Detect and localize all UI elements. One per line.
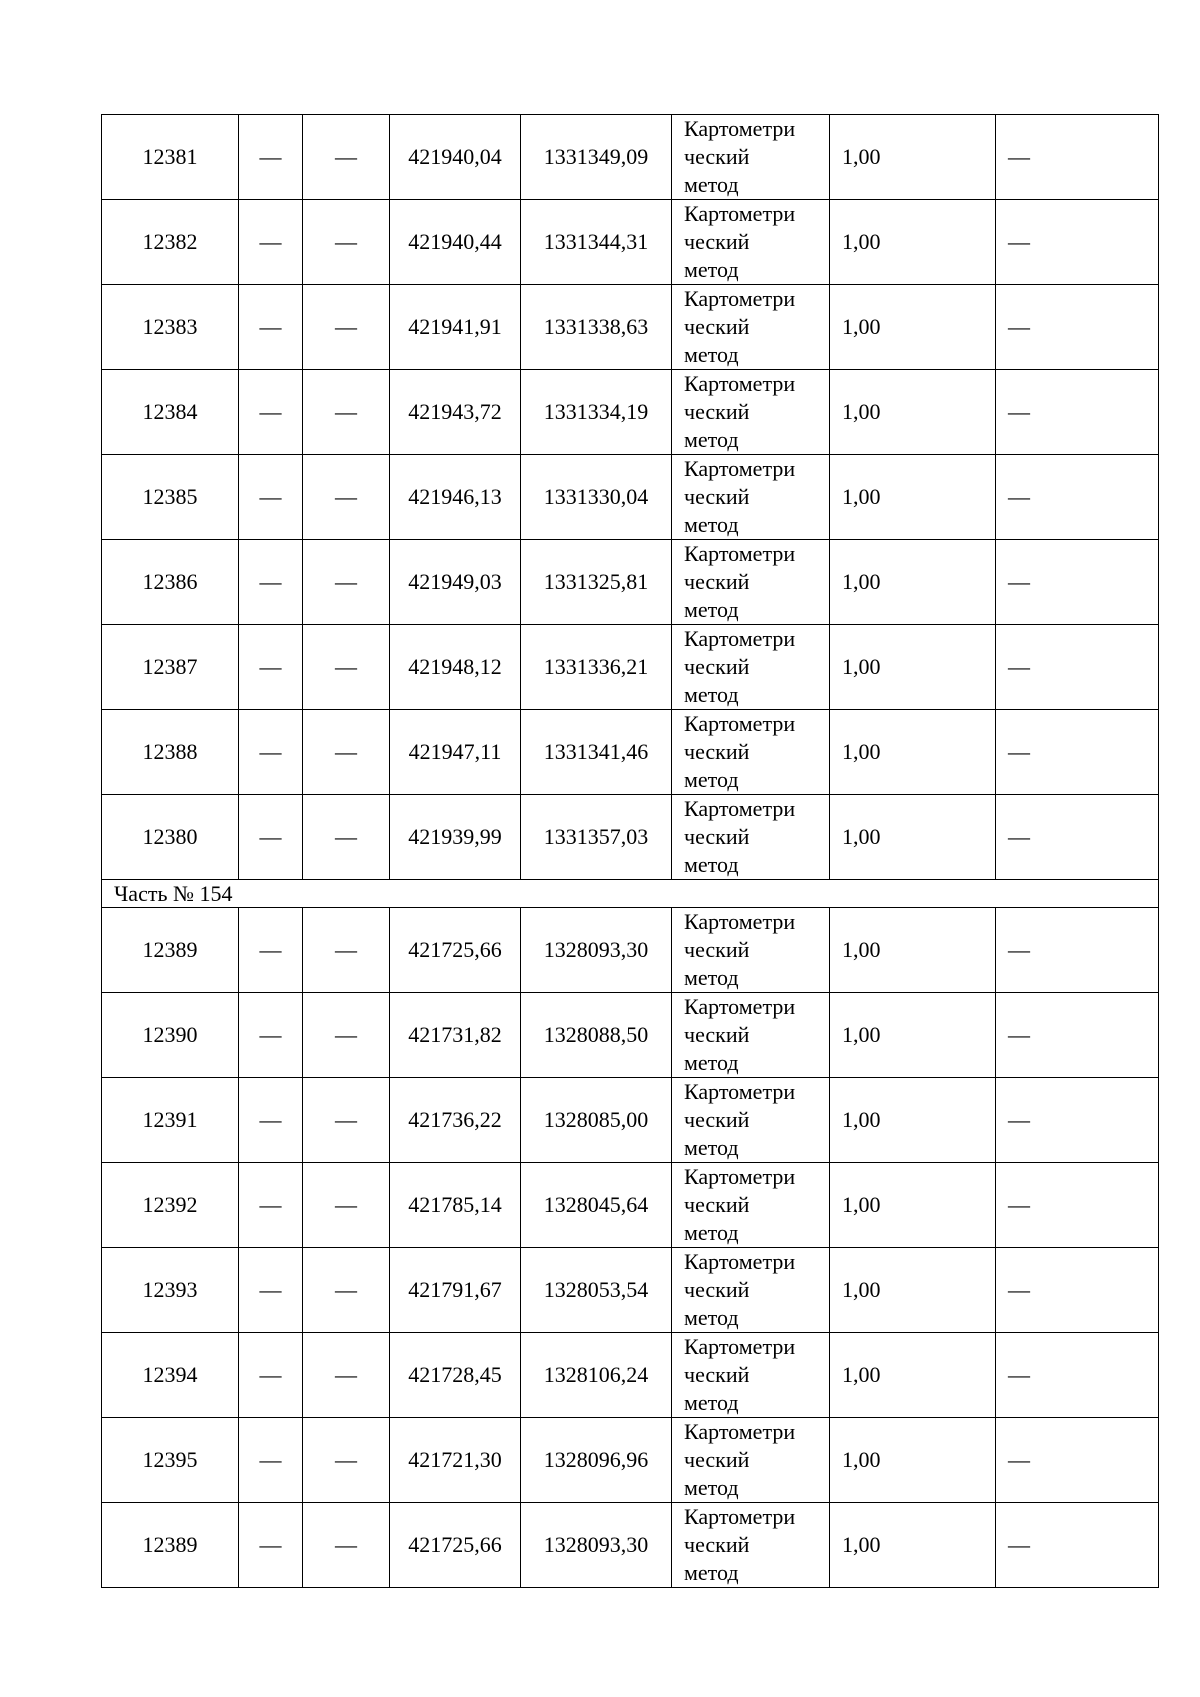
x-coordinate-cell: 421725,66 [390,1503,521,1588]
empty-dash-cell: — [303,795,390,880]
x-coordinate-cell: 421725,66 [390,908,521,993]
method-text-line: метод [684,512,739,537]
empty-dash-cell: — [303,115,390,200]
empty-dash-cell: — [239,1418,303,1503]
point-number-cell: 12385 [102,455,239,540]
x-coordinate-cell: 421731,82 [390,993,521,1078]
x-coordinate-cell: 421728,45 [390,1333,521,1418]
empty-dash-cell: — [996,625,1159,710]
table-row [102,1333,1159,1418]
accuracy-cell: 1,00 [830,1418,996,1503]
method-text-line: метод [684,342,739,367]
method-text-line: метод [684,682,739,707]
y-coordinate-cell: 1328093,30 [521,908,672,993]
method-text-line: метод [684,1135,739,1160]
table-row [102,625,1159,710]
section-label: Часть № 154 [102,880,1159,908]
accuracy-cell: 1,00 [830,455,996,540]
accuracy-cell: 1,00 [830,285,996,370]
method-text-line: ческий [684,1192,750,1217]
empty-dash-cell: — [239,993,303,1078]
method-text-line: метод [684,1305,739,1330]
y-coordinate-cell: 1331338,63 [521,285,672,370]
empty-dash-cell: — [239,370,303,455]
method-cell [672,908,830,993]
table-row [102,115,1159,200]
accuracy-cell: 1,00 [830,1503,996,1588]
table-row [102,285,1159,370]
empty-dash-cell: — [996,455,1159,540]
empty-dash-cell: — [303,908,390,993]
empty-dash-cell: — [239,710,303,795]
empty-dash-cell: — [239,625,303,710]
empty-dash-cell: — [996,710,1159,795]
method-text-line: ческий [684,1277,750,1302]
empty-dash-cell: — [996,540,1159,625]
point-number-cell: 12381 [102,115,239,200]
point-number-cell: 12386 [102,540,239,625]
table-row [102,1248,1159,1333]
method-text-line: ческий [684,1532,750,1557]
method-text-line: Картометри [684,541,796,566]
method-cell [672,1163,830,1248]
method-text-line: метод [684,1560,739,1585]
accuracy-cell: 1,00 [830,908,996,993]
x-coordinate-cell: 421948,12 [390,625,521,710]
table-row [102,1503,1159,1588]
method-text-line: метод [684,427,739,452]
empty-dash-cell: — [303,1418,390,1503]
empty-dash-cell: — [303,1078,390,1163]
empty-dash-cell: — [996,200,1159,285]
table-row [102,370,1159,455]
y-coordinate-cell: 1328096,96 [521,1418,672,1503]
table-row [102,1418,1159,1503]
empty-dash-cell: — [303,1503,390,1588]
method-cell [672,1248,830,1333]
y-coordinate-cell: 1328093,30 [521,1503,672,1588]
method-cell [672,540,830,625]
method-text-line: метод [684,1220,739,1245]
accuracy-cell: 1,00 [830,200,996,285]
point-number-cell: 12384 [102,370,239,455]
method-cell [672,200,830,285]
accuracy-cell: 1,00 [830,795,996,880]
method-text-line: Картометри [684,711,796,736]
empty-dash-cell: — [239,115,303,200]
empty-dash-cell: — [996,1163,1159,1248]
method-text-line: Картометри [684,626,796,651]
method-text-line: метод [684,965,739,990]
method-text-line: ческий [684,1107,750,1132]
empty-dash-cell: — [303,1163,390,1248]
table-row [102,1163,1159,1248]
x-coordinate-cell: 421785,14 [390,1163,521,1248]
empty-dash-cell: — [239,1333,303,1418]
empty-dash-cell: — [996,1333,1159,1418]
method-text-line: Картометри [684,1079,796,1104]
method-cell [672,1418,830,1503]
x-coordinate-cell: 421941,91 [390,285,521,370]
empty-dash-cell: — [996,1248,1159,1333]
method-text-line: ческий [684,399,750,424]
empty-dash-cell: — [239,795,303,880]
point-number-cell: 12389 [102,1503,239,1588]
method-text-line: Картометри [684,286,796,311]
y-coordinate-cell: 1328053,54 [521,1248,672,1333]
empty-dash-cell: — [303,625,390,710]
accuracy-cell: 1,00 [830,1333,996,1418]
x-coordinate-cell: 421791,67 [390,1248,521,1333]
method-text-line: ческий [684,484,750,509]
method-text-line: метод [684,597,739,622]
table-row [102,455,1159,540]
empty-dash-cell: — [996,115,1159,200]
point-number-cell: 12395 [102,1418,239,1503]
x-coordinate-cell: 421940,04 [390,115,521,200]
method-text-line: метод [684,257,739,282]
empty-dash-cell: — [996,285,1159,370]
table-row [102,1078,1159,1163]
method-cell [672,370,830,455]
empty-dash-cell: — [303,370,390,455]
method-text-line: ческий [684,314,750,339]
method-text-line: ческий [684,569,750,594]
empty-dash-cell: — [303,993,390,1078]
y-coordinate-cell: 1331357,03 [521,795,672,880]
x-coordinate-cell: 421721,30 [390,1418,521,1503]
method-cell [672,455,830,540]
table-row [102,540,1159,625]
y-coordinate-cell: 1328106,24 [521,1333,672,1418]
x-coordinate-cell: 421736,22 [390,1078,521,1163]
table-row [102,908,1159,993]
empty-dash-cell: — [996,993,1159,1078]
method-text-line: метод [684,172,739,197]
empty-dash-cell: — [303,285,390,370]
method-text-line: Картометри [684,994,796,1019]
method-text-line: ческий [684,739,750,764]
method-text-line: Картометри [684,909,796,934]
method-cell [672,285,830,370]
empty-dash-cell: — [303,710,390,795]
point-number-cell: 12390 [102,993,239,1078]
empty-dash-cell: — [239,200,303,285]
method-text-line: Картометри [684,1419,796,1444]
accuracy-cell: 1,00 [830,115,996,200]
method-text-line: ческий [684,144,750,169]
method-text-line: Картометри [684,456,796,481]
empty-dash-cell: — [303,200,390,285]
method-text-line: метод [684,852,739,877]
point-number-cell: 12388 [102,710,239,795]
point-number-cell: 12383 [102,285,239,370]
y-coordinate-cell: 1331336,21 [521,625,672,710]
method-text-line: Картометри [684,1504,796,1529]
method-text-line: Картометри [684,796,796,821]
method-text-line: метод [684,1475,739,1500]
x-coordinate-cell: 421949,03 [390,540,521,625]
method-text-line: ческий [684,1022,750,1047]
method-text-line: ческий [684,1362,750,1387]
method-cell [672,710,830,795]
point-number-cell: 12391 [102,1078,239,1163]
empty-dash-cell: — [303,540,390,625]
table-body [102,115,1159,1588]
method-text-line: Картометри [684,1164,796,1189]
accuracy-cell: 1,00 [830,1163,996,1248]
accuracy-cell: 1,00 [830,625,996,710]
empty-dash-cell: — [996,908,1159,993]
table-row [102,993,1159,1078]
x-coordinate-cell: 421947,11 [390,710,521,795]
accuracy-cell: 1,00 [830,1078,996,1163]
y-coordinate-cell: 1328045,64 [521,1163,672,1248]
method-text-line: ческий [684,824,750,849]
y-coordinate-cell: 1331349,09 [521,115,672,200]
x-coordinate-cell: 421940,44 [390,200,521,285]
empty-dash-cell: — [239,540,303,625]
method-text-line: ческий [684,1447,750,1472]
empty-dash-cell: — [303,1333,390,1418]
accuracy-cell: 1,00 [830,710,996,795]
method-cell [672,1333,830,1418]
empty-dash-cell: — [996,1078,1159,1163]
point-number-cell: 12393 [102,1248,239,1333]
method-text-line: метод [684,1050,739,1075]
accuracy-cell: 1,00 [830,993,996,1078]
accuracy-cell: 1,00 [830,370,996,455]
method-cell [672,1503,830,1588]
empty-dash-cell: — [239,1503,303,1588]
empty-dash-cell: — [239,908,303,993]
empty-dash-cell: — [239,1248,303,1333]
point-number-cell: 12382 [102,200,239,285]
x-coordinate-cell: 421946,13 [390,455,521,540]
empty-dash-cell: — [303,1248,390,1333]
method-text-line: Картометри [684,116,796,141]
y-coordinate-cell: 1331334,19 [521,370,672,455]
empty-dash-cell: — [996,1503,1159,1588]
point-number-cell: 12394 [102,1333,239,1418]
accuracy-cell: 1,00 [830,1248,996,1333]
x-coordinate-cell: 421939,99 [390,795,521,880]
method-cell [672,1078,830,1163]
empty-dash-cell: — [239,1078,303,1163]
y-coordinate-cell: 1331341,46 [521,710,672,795]
accuracy-cell: 1,00 [830,540,996,625]
coordinates-table-page [101,114,1158,1588]
table-row [102,200,1159,285]
method-cell [672,993,830,1078]
point-number-cell: 12387 [102,625,239,710]
table-row [102,710,1159,795]
method-text-line: Картометри [684,1334,796,1359]
point-number-cell: 12392 [102,1163,239,1248]
table-row [102,795,1159,880]
method-cell [672,795,830,880]
y-coordinate-cell: 1331325,81 [521,540,672,625]
x-coordinate-cell: 421943,72 [390,370,521,455]
y-coordinate-cell: 1331330,04 [521,455,672,540]
section-header-row [102,880,1159,908]
method-text-line: метод [684,767,739,792]
method-text-line: Картометри [684,371,796,396]
point-number-cell: 12380 [102,795,239,880]
y-coordinate-cell: 1328085,00 [521,1078,672,1163]
method-cell [672,115,830,200]
method-text-line: ческий [684,937,750,962]
method-text-line: ческий [684,229,750,254]
method-text-line: ческий [684,654,750,679]
empty-dash-cell: — [239,1163,303,1248]
method-text-line: Картометри [684,201,796,226]
empty-dash-cell: — [996,1418,1159,1503]
point-number-cell: 12389 [102,908,239,993]
y-coordinate-cell: 1328088,50 [521,993,672,1078]
empty-dash-cell: — [303,455,390,540]
method-text-line: Картометри [684,1249,796,1274]
empty-dash-cell: — [239,285,303,370]
empty-dash-cell: — [239,455,303,540]
empty-dash-cell: — [996,795,1159,880]
coordinates-table [101,114,1159,1588]
method-cell [672,625,830,710]
empty-dash-cell: — [996,370,1159,455]
method-text-line: метод [684,1390,739,1415]
y-coordinate-cell: 1331344,31 [521,200,672,285]
